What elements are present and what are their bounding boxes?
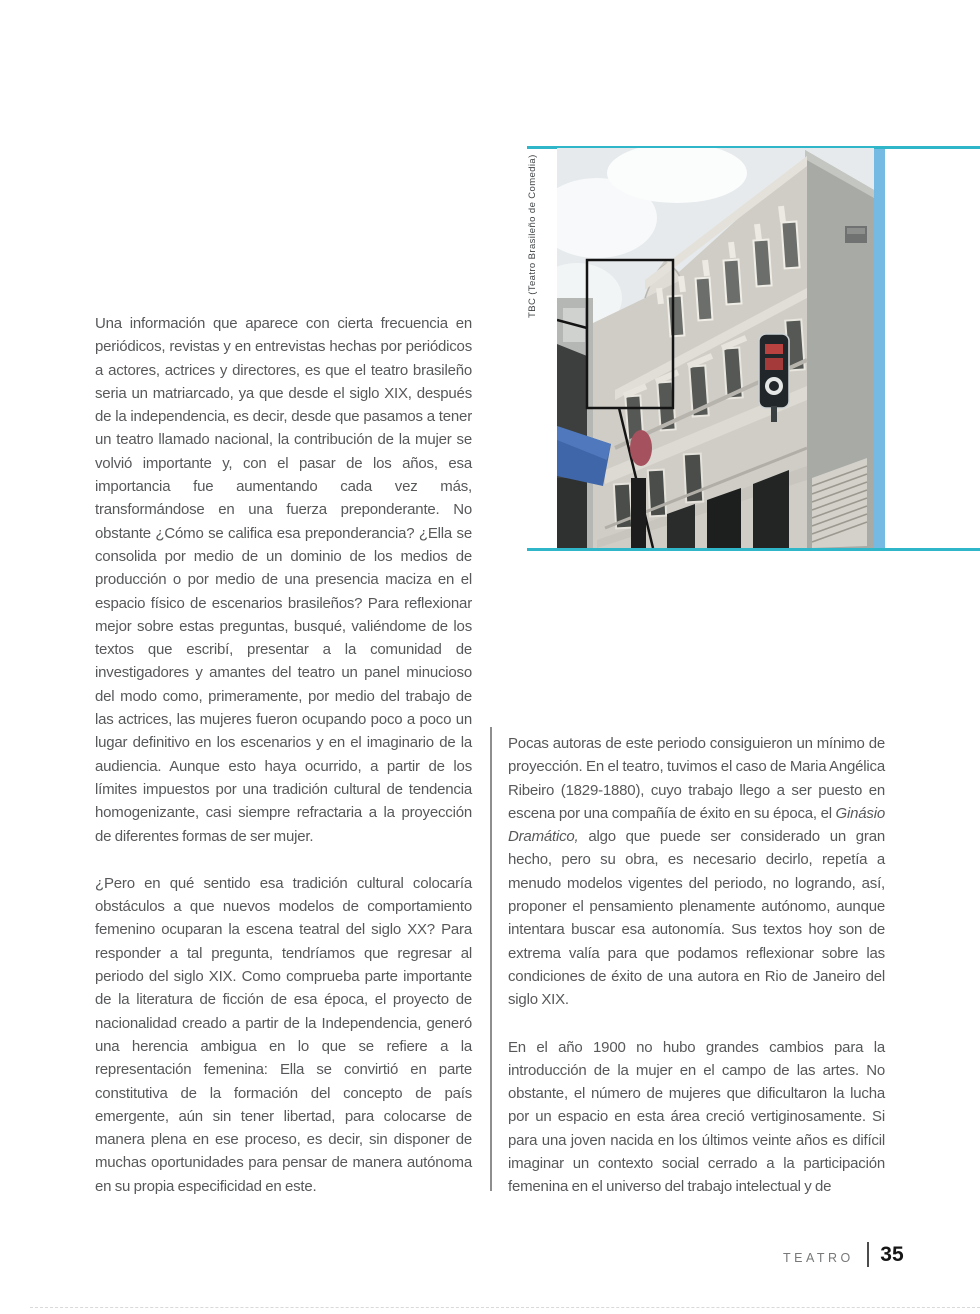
right-column xyxy=(508,732,885,1223)
building-photo-illustration xyxy=(557,148,874,548)
photo-side-accent-bar xyxy=(874,149,885,548)
page-number: 35 xyxy=(880,1242,904,1266)
left-column xyxy=(95,312,472,1222)
paragraph: Pocas autoras de este periodo consiguieron un mínimo de proyección. En el teatro, tuvimos el caso de Maria Angélica Ribeiro (1829-1880), cuyo trabajo llego a ser puesto en escena por una compañía de éxito en su época, el Ginásio Dramático, algo que puede ser considerado un gran hecho, pero su obra, es necesario decirlo, repetía a menudo modelos vigentes del periodo, no logrando, así, proponer el pensamiento plenamente autónomo, aunque intentara buscar esa autonomía. Sus textos hoy son de extrema valía para que podamos reflexionar sobre las condiciones de éxito de una autora en Rio de Janeiro del siglo XIX. xyxy=(508,735,885,1009)
theater-building-photo xyxy=(557,148,874,548)
footer-divider xyxy=(867,1242,870,1267)
column-divider xyxy=(490,727,492,1191)
paragraph: Una información que aparece con cierta frecuencia en periódicos, revistas y en entrevistas hechas por periódicos a actores, actrices y directores, es que el teatro brasileño seria un matriarcado, ya que desde el siglo XIX, después de la independencia, es decir, desde que pasamos a tener un teatro llamado nacional, la contribución de la mujer se volvió importante y, con el pasar de los años, esa importancia fue aumentando cada vez más, transformándose en una fuerza preponderante. No obstante ¿Cómo se califica esa preponderancia? ¿Ella se consolida por medio de un dominio de los medios de producción o por medio de una presencia maciza en el espacio físico de escenarios brasileños? Para reflexionar mejor sobre estas preguntas, busqué, valiéndome de los textos que escribí, presentar a la comunidad de investigadores y amantes del teatro un panel minucioso del modo como, primeramente, por medio del trabajo de las actrices, las mujeres fueron ocupando poco a poco un lugar definitivo en los escenarios y en el imaginario de la audiencia. Aunque esto haya ocurrido, a partir de los límites impuestos por una tradición cultural de tendencia homogenizante, casi siempre refractaria a la proyección de diferentes formas de ser mujer. xyxy=(95,315,472,845)
photo-bottom-rule xyxy=(527,548,980,551)
page-edge-line xyxy=(30,1307,980,1308)
photo-caption: TBC (Teatro Brasileño de Comedia) xyxy=(527,154,538,318)
page-footer xyxy=(783,1242,904,1267)
italic-title: Ginásio Dramático, xyxy=(508,804,885,846)
section-label: TEATRO xyxy=(783,1250,854,1265)
paragraph: ¿Pero en qué sentido esa tradición cultural colocaría obstáculos a que nuevos modelos de comportamiento femenino ocuparan la escena teatral del siglo XX? Para responder a tal pregunta, tendríamos que regresar al periodo del siglo XIX. Como comprueba parte importante de la literatura de ficción de esa época, el proyecto de nacionalidad creado a partir de la Independencia, generó una herencia ambigua en lo que se refiere a la representación femenina: Ella se convirtió en parte constitutiva de la formación del concepto de país emergente, aún sin tener libertad, para colocarse de manera plena en ese proceso, es decir, sin disponer de muchas oportunidades para pensar de manera autónoma en su propia especificidad en este. xyxy=(95,874,472,1195)
paragraph: En el año 1900 no hubo grandes cambios para la introducción de la mujer en el campo de las artes. No obstante, el número de mujeres que dificultaron la lucha por un espacio en esta área creció vertiginosamente. Si para una joven nacida en los últimos veinte años es difícil imaginar un contexto social cerrado a la participación femenina en el universo del trabajo intelectual y de xyxy=(508,1038,885,1196)
